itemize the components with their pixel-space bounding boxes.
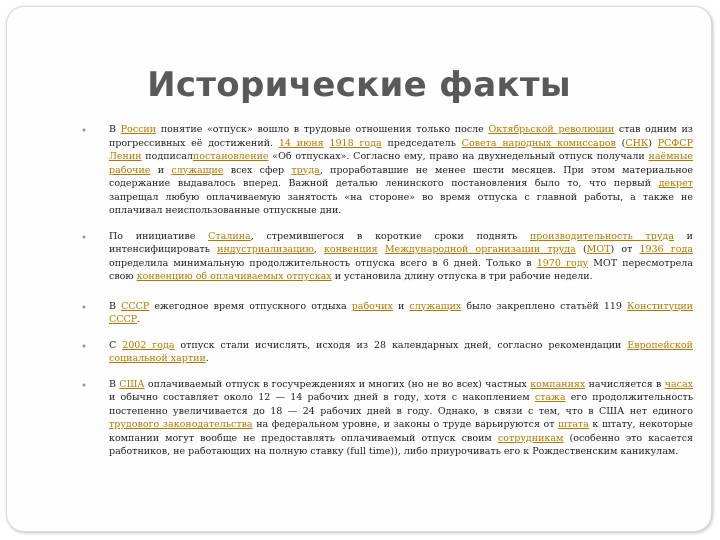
bullet-marker-icon: • xyxy=(81,341,87,353)
hyperlink[interactable]: Сталина xyxy=(208,230,251,242)
text-segment: председатель xyxy=(381,137,462,149)
text-segment: к штату, некоторые компании могут вообще не предоставлять оплачиваемый отпуск своим xyxy=(109,419,693,444)
text-segment: запрещал любую оплачиваемую занятость «на стороне» во время отпуска с главной работы, а также не оплачивал неиспользованные отпускные дни. xyxy=(109,191,693,216)
text-segment: ( xyxy=(615,137,626,149)
text-segment: и интенсифицировать xyxy=(109,230,694,255)
hyperlink[interactable]: служащие xyxy=(171,164,224,176)
slide-title: Исторические факты xyxy=(147,65,571,105)
text-segment: оплачиваемый отпуск в госучреждениях и многих (но не во всех) частных xyxy=(144,378,531,390)
text-segment: , проработавшие не менее шести месяцев. При этом материальное содержание выдавалось вперед. Важной деталью ленинского постановления было то, что первый xyxy=(109,164,694,189)
text-segment: и xyxy=(392,300,410,312)
hyperlink[interactable]: СССР xyxy=(121,300,150,312)
hyperlink[interactable]: России xyxy=(120,124,157,135)
text-segment: (особенно это касается работников, не работающих на полную ставку (full time)), либо приурочивать его к Рождественским каникулам. xyxy=(109,432,694,457)
hyperlink[interactable]: США xyxy=(119,378,145,390)
hyperlink[interactable]: Международной организации труда xyxy=(384,244,576,255)
hyperlink[interactable]: штата xyxy=(558,419,589,430)
bullet-item xyxy=(81,230,693,284)
bullet-marker-icon: • xyxy=(81,380,87,392)
bullet-item xyxy=(81,300,693,327)
text-segment: . xyxy=(205,353,209,364)
text-segment: и установила длину отпуска в три рабочие недели. xyxy=(331,271,593,282)
text-segment: ежегодное время отпускного отдыха xyxy=(149,300,352,312)
text-segment: и xyxy=(150,164,172,176)
hyperlink[interactable]: 14 июня xyxy=(278,137,324,149)
text-segment: подписал xyxy=(141,151,193,162)
text-segment: В xyxy=(109,124,121,135)
text-segment: начисляется в xyxy=(585,378,665,390)
hyperlink[interactable]: сотрудникам xyxy=(497,432,564,444)
hyperlink[interactable]: производительность труда xyxy=(529,230,674,242)
hyperlink[interactable]: Конституции СССР xyxy=(109,300,693,325)
text-segment: В xyxy=(109,300,122,312)
text-segment: С xyxy=(109,339,123,351)
hyperlink[interactable]: Европейской социальной хартии xyxy=(109,339,693,364)
text-segment xyxy=(378,244,385,255)
hyperlink[interactable]: Ленин xyxy=(109,151,142,162)
text-segment: ( xyxy=(575,244,587,255)
hyperlink[interactable]: служащих xyxy=(409,300,462,312)
text-segment: . xyxy=(137,314,141,325)
hyperlink[interactable]: конвенцию об оплачиваемых отпусках xyxy=(136,271,332,282)
text-segment: и обычно составляет около 12 — 14 рабочих дней в году, хотя с накоплением xyxy=(109,392,535,403)
hyperlink[interactable]: трудового законодательства xyxy=(109,419,253,430)
hyperlink[interactable]: индустриализацию xyxy=(217,244,314,255)
text-segment: отпуск стали исчислять, исходя из 28 календарных дней, согласно рекомендации xyxy=(174,339,628,351)
hyperlink[interactable]: 2002 года xyxy=(122,339,175,351)
text-segment: , xyxy=(313,244,324,255)
text-segment: ) от xyxy=(610,244,640,255)
hyperlink[interactable]: наёмные рабочие xyxy=(109,151,694,176)
hyperlink[interactable]: Совета народных комиссаров xyxy=(461,137,616,149)
text-segment: По инициативе xyxy=(109,230,209,242)
hyperlink[interactable]: часах xyxy=(664,378,693,390)
hyperlink[interactable]: 1918 года xyxy=(329,137,382,149)
hyperlink[interactable]: рабочих xyxy=(351,300,393,312)
bullet-item xyxy=(81,339,693,366)
hyperlink[interactable]: конвенция xyxy=(323,244,378,255)
hyperlink[interactable]: компаниях xyxy=(530,378,586,390)
text-segment: определила минимальную продолжительность отпуска всего в 6 дней. Только в xyxy=(109,257,537,269)
bullet-item xyxy=(81,378,693,459)
hyperlink[interactable]: труда xyxy=(291,164,320,176)
text-segment: став одним из прогрессивных её достижений. xyxy=(109,124,693,149)
hyperlink[interactable]: 1970 году xyxy=(536,257,589,269)
text-segment: ) xyxy=(648,137,658,149)
text-segment: всех сфер xyxy=(223,164,292,176)
bullet-item xyxy=(81,123,693,218)
hyperlink[interactable]: стажа xyxy=(534,392,566,403)
text-segment: его продолжительность постепенно увеличивается до 18 — 24 рабочих дней в году. Однако, в связи с тем, что в США нет единого xyxy=(109,392,693,417)
text-segment: на федеральном уровне, и законы о труде варьируются от xyxy=(252,419,559,430)
hyperlink[interactable]: СНК xyxy=(625,137,649,149)
bullet-marker-icon: • xyxy=(81,302,87,314)
hyperlink[interactable]: РСФСР xyxy=(657,137,693,149)
text-segment: , стремившегося в короткие сроки поднять xyxy=(250,230,530,242)
hyperlink[interactable]: 1936 года xyxy=(639,244,693,255)
hyperlink[interactable]: постановление xyxy=(192,151,269,162)
hyperlink[interactable]: Октябрьской революции xyxy=(488,124,615,135)
hyperlink[interactable]: МОТ xyxy=(586,244,611,255)
bullet-marker-icon: • xyxy=(81,232,87,244)
hyperlink[interactable]: декрет xyxy=(658,178,693,189)
text-segment: понятие «отпуск» вошло в трудовые отношения только после xyxy=(156,124,489,135)
slide-frame xyxy=(6,6,712,532)
bullet-marker-icon: • xyxy=(81,126,87,137)
text-segment: В xyxy=(109,378,120,390)
bullet-list xyxy=(81,123,693,471)
text-segment: было закреплено статьёй 119 xyxy=(461,300,628,312)
text-segment: МОТ пересмотрела свою xyxy=(109,257,694,282)
text-segment: «Об отпусках». Согласно ему, право на двухнедельный отпуск получали xyxy=(268,151,649,162)
